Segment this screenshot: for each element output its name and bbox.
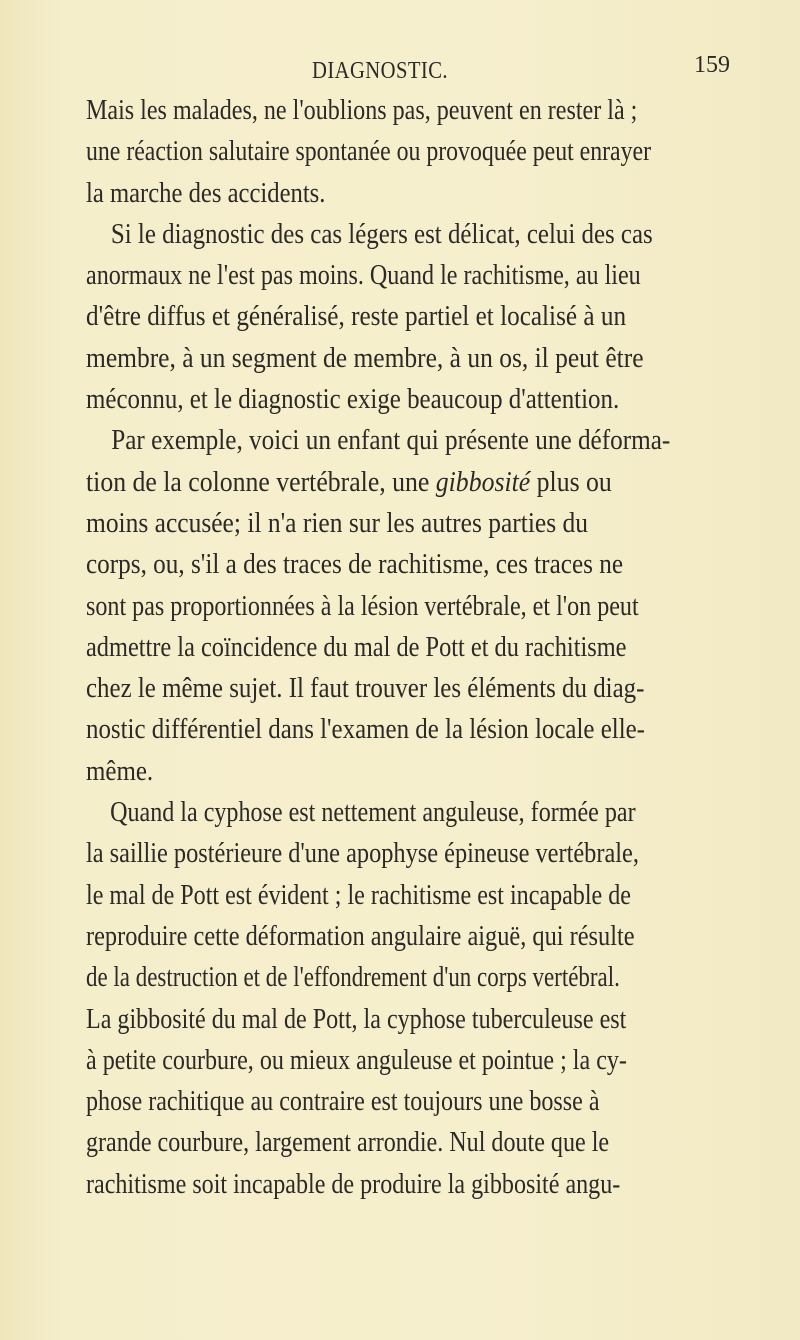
- text-line: Si le diagnostic des cas légers est délicat, celui des cas: [110, 218, 653, 250]
- text-line: La gibbosité du mal de Pott, la cyphose tuberculeuse est: [86, 1003, 627, 1035]
- text-line: admettre la coïncidence du mal de Pott et du rachitisme: [86, 631, 627, 663]
- text-line: rachitisme soit incapable de produire la gibbosité angu-: [86, 1168, 621, 1200]
- text-line: grande courbure, largement arrondie. Nul doute que le: [86, 1127, 610, 1159]
- page-header: [0, 48, 800, 88]
- text-line: sont pas proportionnées à la lésion vertébrale, et l'on peut: [86, 590, 639, 622]
- text-line: la saillie postérieure d'une apophyse épineuse vertébrale,: [86, 838, 639, 870]
- text-line: corps, ou, s'il a des traces de rachitisme, ces traces ne: [86, 549, 624, 581]
- text-line: méconnu, et le diagnostic exige beaucoup d'attention.: [86, 384, 620, 416]
- text-line: [86, 462, 693, 503]
- running-title: DIAGNOSTIC.: [312, 58, 449, 84]
- text-line: la marche des accidents.: [86, 177, 326, 209]
- text-line: moins accusée; il n'a rien sur les autres parties du: [86, 507, 589, 539]
- text-line: Mais les malades, ne l'oublions pas, peuvent en rester là ;: [86, 95, 638, 126]
- text-segment: plus ou: [536, 466, 612, 498]
- text-line: Par exemple, voici un enfant qui présente une déforma-: [111, 425, 671, 457]
- text-line: reproduire cette déformation angulaire aiguë, qui résulte: [86, 920, 635, 952]
- text-line: de la destruction et de l'effondrement d'un corps vertébral.: [86, 962, 620, 994]
- text-line: phose rachitique au contraire est toujours une bosse à: [86, 1086, 600, 1118]
- text-segment: tion de la colonne vertébrale, une: [86, 466, 430, 498]
- emphasized-term: gibbosité: [435, 466, 531, 498]
- page-number: 159: [694, 52, 730, 78]
- text-line: même.: [86, 755, 154, 787]
- text-line: d'être diffus et généralisé, reste partiel et localisé à un: [86, 301, 627, 333]
- text-line: une réaction salutaire spontanée ou provoquée peut enrayer: [86, 136, 652, 168]
- text-line: chez le même sujet. Il faut trouver les éléments du diag-: [86, 673, 645, 705]
- text-line: le mal de Pott est évident ; le rachitisme est incapable de: [86, 879, 631, 911]
- text-line: membre, à un segment de membre, à un os, il peut être: [86, 342, 644, 374]
- text-line: nostic différentiel dans l'examen de la lésion locale elle-: [86, 714, 645, 746]
- text-line: anormaux ne l'est pas moins. Quand le rachitisme, au lieu: [86, 260, 641, 292]
- text-line: Quand la cyphose est nettement anguleuse, formée par: [110, 797, 636, 829]
- text-line: à petite courbure, ou mieux anguleuse et pointue ; la cy-: [86, 1044, 627, 1076]
- body-text: [86, 90, 746, 1205]
